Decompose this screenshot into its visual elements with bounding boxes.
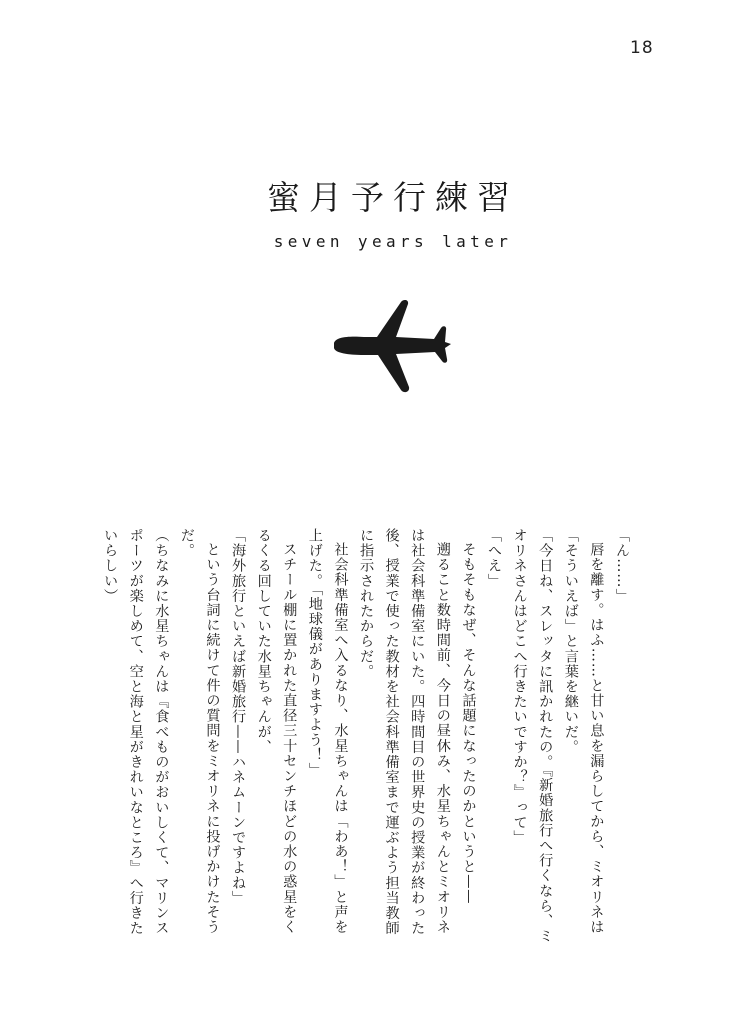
paragraph: 「今日ね、スレッタに訊かれたの。『新婚旅行へ行くなら、ミオリネさんはどこへ行きたいですか？』って」 (511, 528, 554, 944)
body-text (102, 528, 634, 948)
chapter-subtitle: seven years later (273, 232, 513, 251)
paragraph: スチール棚に置かれた直径三十センチほどの水の惑星をくるくる回していた水星ちゃんが、 (255, 528, 298, 935)
paragraph: 「海外旅行といえば新婚旅行——ハネムーンですよね」 (230, 528, 247, 906)
paragraph: 「へえ」 (486, 528, 503, 589)
airplane-icon (330, 298, 452, 396)
paragraph: という台詞に続けて件の質問をミオリネに投げかけたそうだ。 (178, 528, 221, 935)
paragraph: 「ん……」 (614, 528, 630, 604)
page-number: 18 (630, 38, 654, 58)
paragraph: そもそもなぜ、そんな話題になったのかというと—— (460, 542, 477, 905)
paragraph: （ちなみに水星ちゃんは『食べものがおいしくて、マリンスポーツが楽しめて、空と海と星がきれいなところ』へ行きたいらしい） (102, 528, 170, 936)
paragraph: 社会科準備室へ入るなり、水星ちゃんは「わあ！」と声を上げた。「地球儀がありますよう！」 (306, 528, 349, 935)
paragraph: 唇を離す。はふ……と甘い息を漏らしてから、ミオリネは (588, 542, 605, 935)
paragraph: 遡ること数時間前、今日の昼休み、水星ちゃんとミオリネは社会科準備室にいた。四時間目の世界史の授業が終わった後、授業で使った教材を社会科準備室まで運ぶよう担当教師に指示されたからだ。 (358, 528, 451, 936)
paragraph: 「そういえば」と言葉を継いだ。 (562, 528, 579, 755)
chapter-title: 蜜月予行練習 (267, 178, 519, 217)
